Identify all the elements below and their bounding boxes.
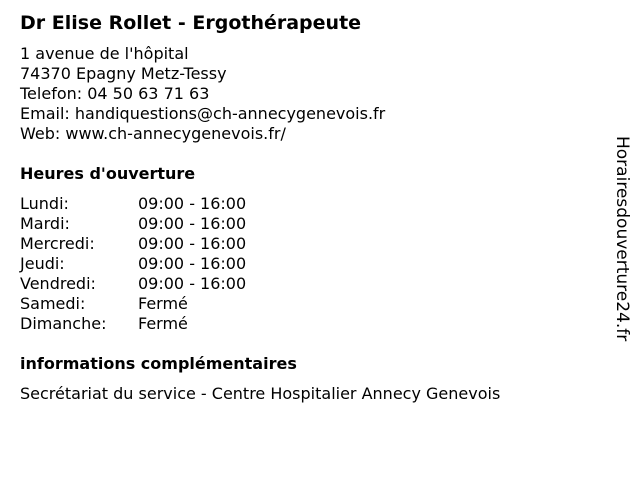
day-label: Dimanche: (20, 314, 107, 333)
day-hours: 09:00 - 16:00 (138, 234, 247, 253)
day-hours: Fermé (138, 294, 188, 313)
hours-row-wednesday (20, 234, 246, 254)
hours-row-saturday (20, 294, 246, 314)
hours-row-monday (20, 194, 246, 214)
day-hours: 09:00 - 16:00 (138, 274, 247, 293)
city-address: 74370 Epagny Metz-Tessy (20, 64, 227, 83)
hours-row-thursday (20, 254, 246, 274)
day-label: Lundi: (20, 194, 69, 213)
hours-row-tuesday (20, 214, 246, 234)
site-brand-watermark: Horairesdouverture24.fr (612, 136, 632, 342)
day-hours: 09:00 - 16:00 (138, 194, 247, 213)
contact-block (20, 44, 385, 144)
day-hours: 09:00 - 16:00 (138, 214, 247, 233)
phone-number[interactable]: Telefon: 04 50 63 71 63 (20, 84, 210, 103)
street-address: 1 avenue de l'hôpital (20, 44, 189, 63)
day-label: Mardi: (20, 214, 70, 233)
additional-info-text: Secrétariat du service - Centre Hospitalier Annecy Genevois (20, 384, 501, 403)
day-hours: Fermé (138, 314, 188, 333)
website-link[interactable]: Web: www.ch-annecygenevois.fr/ (20, 124, 286, 143)
day-hours: 09:00 - 16:00 (138, 254, 247, 273)
day-label: Samedi: (20, 294, 86, 313)
day-label: Mercredi: (20, 234, 95, 253)
hours-row-sunday (20, 314, 246, 334)
opening-hours-heading: Heures d'ouverture (20, 164, 196, 183)
email-address[interactable]: Email: handiquestions@ch-annecygenevois.fr (20, 104, 386, 123)
day-label: Vendredi: (20, 274, 96, 293)
additional-info-heading: informations complémentaires (20, 354, 297, 373)
hours-row-friday (20, 274, 246, 294)
day-label: Jeudi: (20, 254, 65, 273)
opening-hours-table (20, 194, 246, 334)
page-title: Dr Elise Rollet - Ergothérapeute (20, 12, 362, 34)
